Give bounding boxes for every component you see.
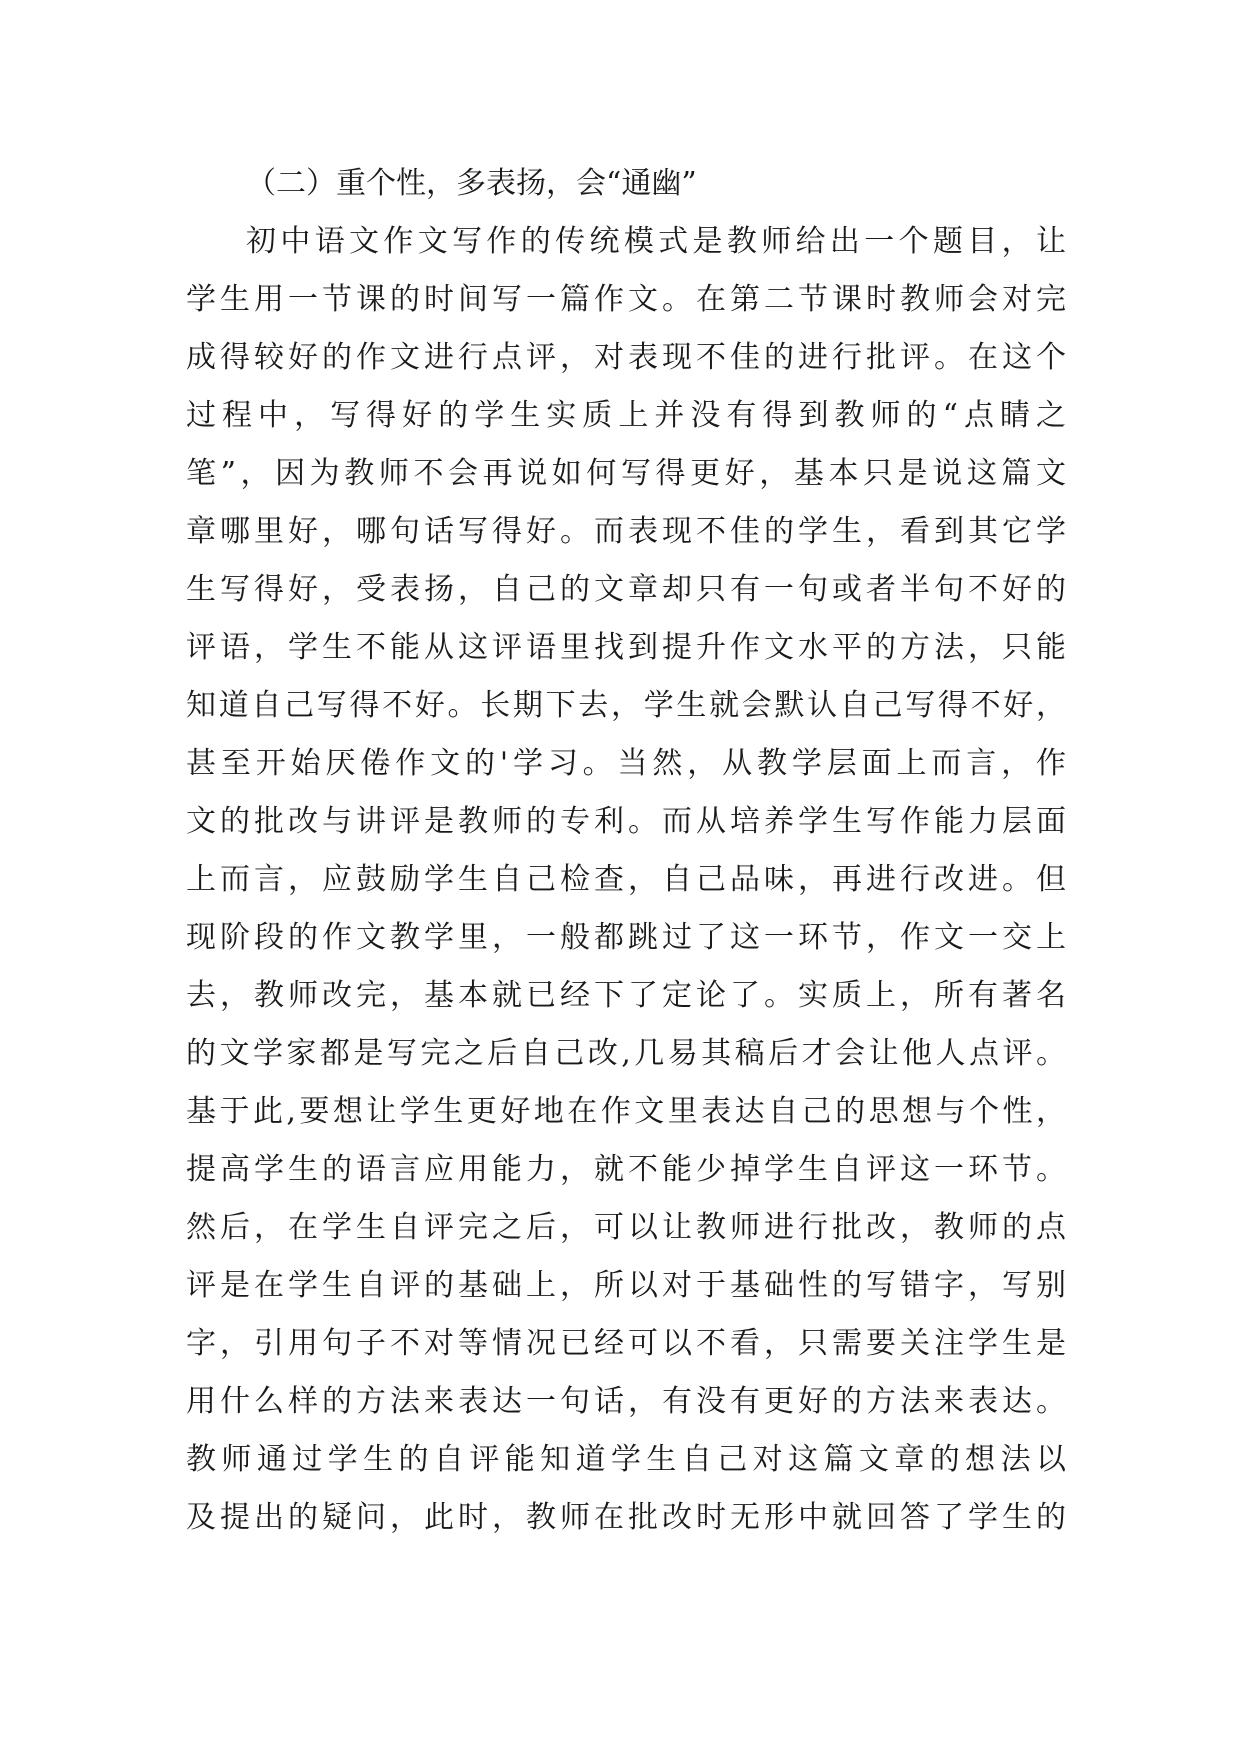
section-heading: （二）重个性，多表扬，会“通幽”	[246, 166, 697, 201]
paragraph-line: 基于此,要想让学生更好地在作文里表达自己的思想与个性，	[186, 1094, 1066, 1129]
paragraph-line: 及提出的疑问，此时，教师在批改时无形中就回答了学生的	[186, 1500, 1066, 1535]
paragraph-line: 的文学家都是写完之后自己改,几易其稿后才会让他人点评。	[186, 1036, 1066, 1071]
paragraph-line: 提高学生的语言应用能力，就不能少掉学生自评这一环节。	[186, 1152, 1066, 1187]
paragraph-line: 甚至开始厌倦作文的'学习。当然，从教学层面上而言，作	[186, 746, 1066, 781]
paragraph-line: 生写得好，受表扬，自己的文章却只有一句或者半句不好的	[186, 572, 1066, 607]
body-text	[186, 155, 1066, 1547]
paragraph-line: 去，教师改完，基本就已经下了定论了。实质上，所有著名	[186, 978, 1066, 1013]
paragraph-line: 成得较好的作文进行点评，对表现不佳的进行批评。在这个	[186, 340, 1066, 375]
paragraph-line: 章哪里好，哪句话写得好。而表现不佳的学生，看到其它学	[186, 514, 1066, 549]
paragraph-line: 文的批改与讲评是教师的专利。而从培养学生写作能力层面	[186, 804, 1066, 839]
paragraph-line: 学生用一节课的时间写一篇作文。在第二节课时教师会对完	[186, 282, 1066, 317]
paragraph-line: 然后，在学生自评完之后，可以让教师进行批改，教师的点	[186, 1210, 1066, 1245]
paragraph-line: 评语，学生不能从这评语里找到提升作文水平的方法，只能	[186, 630, 1066, 665]
paragraph-line: 知道自己写得不好。长期下去，学生就会默认自己写得不好，	[186, 688, 1066, 723]
paragraph-line: 用什么样的方法来表达一句话，有没有更好的方法来表达。	[186, 1384, 1066, 1419]
paragraph-line: 笔”，因为教师不会再说如何写得更好，基本只是说这篇文	[186, 456, 1066, 491]
paragraph-line: 教师通过学生的自评能知道学生自己对这篇文章的想法以	[186, 1442, 1066, 1477]
paragraph-line: 现阶段的作文教学里，一般都跳过了这一环节，作文一交上	[186, 920, 1066, 955]
paragraph-line: 过程中，写得好的学生实质上并没有得到教师的“点睛之	[186, 398, 1066, 433]
paragraph-line: 上而言，应鼓励学生自己检查，自己品味，再进行改进。但	[186, 862, 1066, 897]
paragraph-line: 初中语文作文写作的传统模式是教师给出一个题目，让	[246, 224, 1066, 259]
paragraph-line: 评是在学生自评的基础上，所以对于基础性的写错字，写别	[186, 1268, 1066, 1303]
paragraph-line: 字，引用句子不对等情况已经可以不看，只需要关注学生是	[186, 1326, 1066, 1361]
